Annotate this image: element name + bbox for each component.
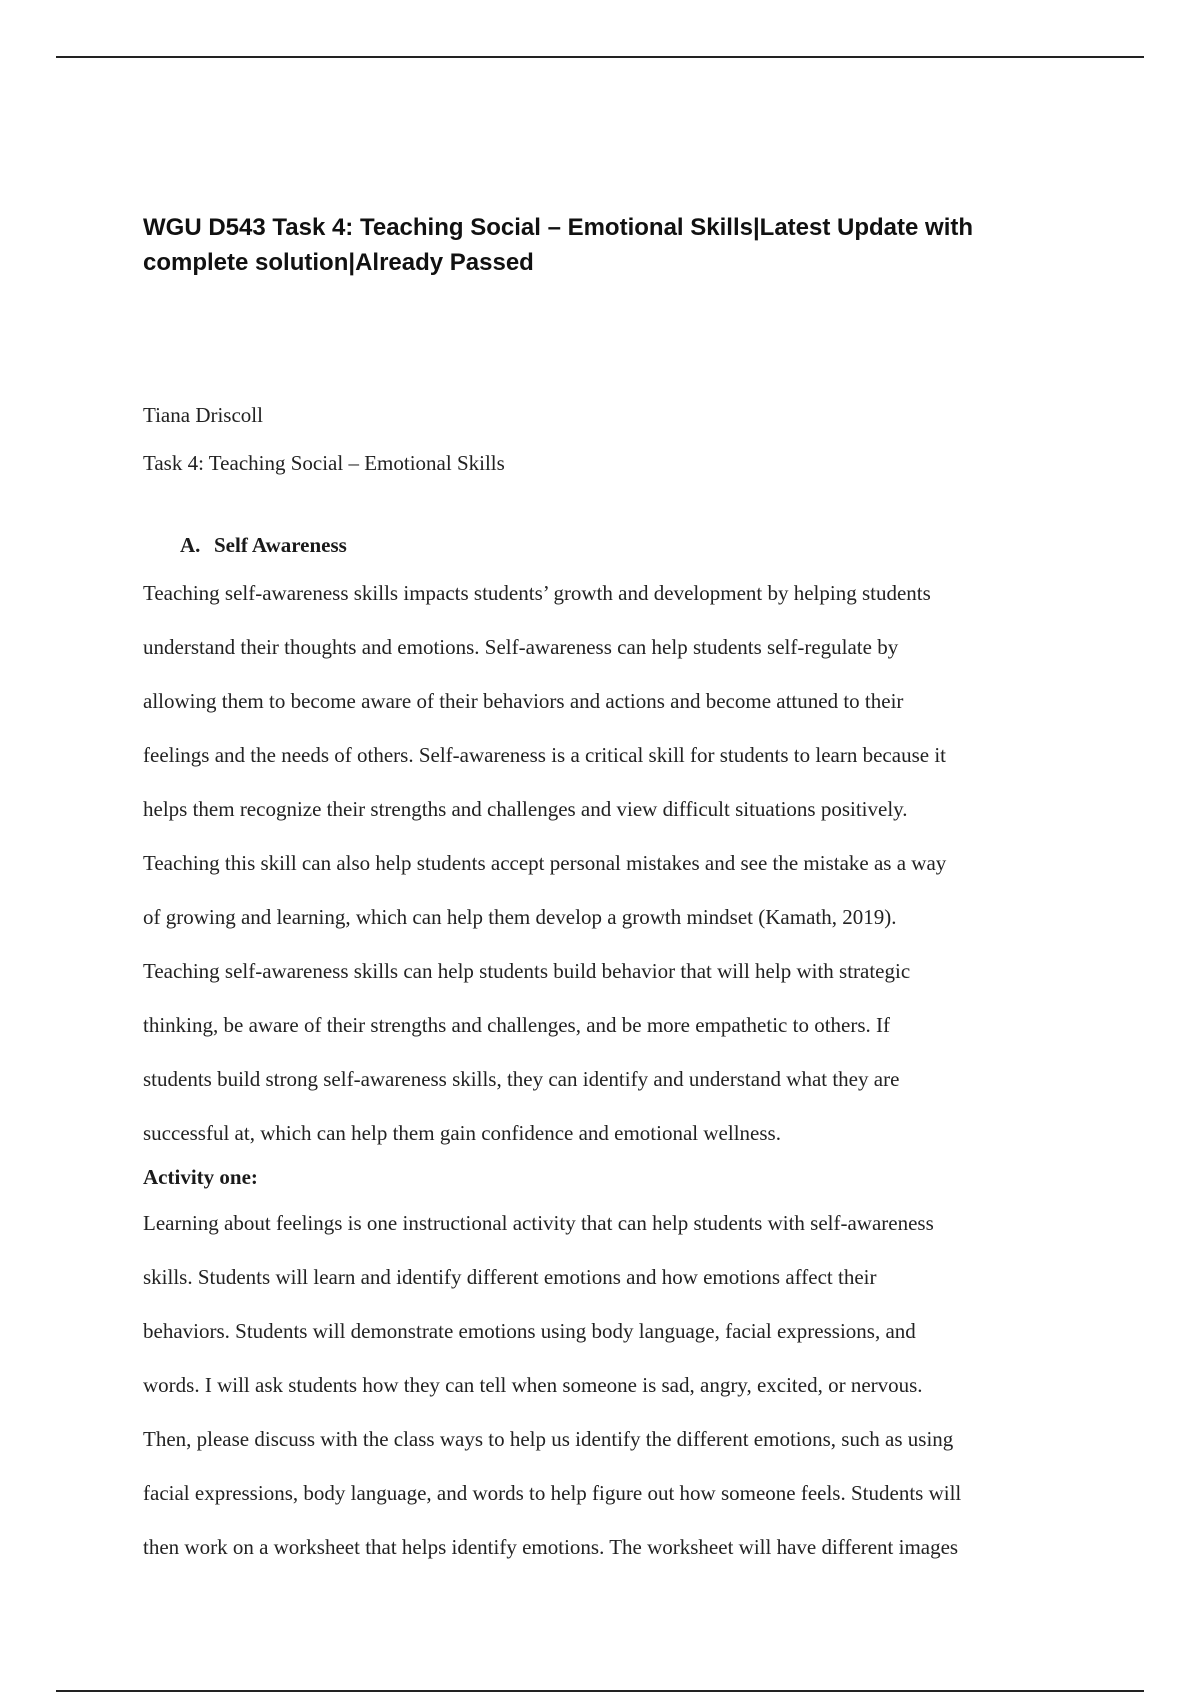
title-line: complete solution|Already Passed xyxy=(143,249,534,276)
paragraph-line: allowing them to become aware of their behaviors and actions and become attuned to their xyxy=(143,689,904,713)
paragraph-line: Learning about feelings is one instructional activity that can help students with self-awareness xyxy=(143,1211,934,1235)
section-a-heading xyxy=(180,532,1073,558)
section-heading-text: Self Awareness xyxy=(214,533,347,557)
paragraph-line: helps them recognize their strengths and challenges and view difficult situations positively. xyxy=(143,797,908,821)
top-rule xyxy=(56,56,1144,58)
paragraph-line: students build strong self-awareness skills, they can identify and understand what they are xyxy=(143,1067,900,1091)
bottom-rule xyxy=(56,1690,1144,1692)
activity-one-paragraph xyxy=(143,1196,1073,1574)
paragraph-line: then work on a worksheet that helps identify emotions. The worksheet will have different images xyxy=(143,1535,959,1559)
paragraph-line: understand their thoughts and emotions. Self-awareness can help students self-regulate by xyxy=(143,635,899,659)
activity-one-heading: Activity one: xyxy=(143,1165,258,1189)
paragraph-line: Teaching this skill can also help students accept personal mistakes and see the mistake as a way xyxy=(143,851,947,875)
paragraph-line: skills. Students will learn and identify different emotions and how emotions affect their xyxy=(143,1265,877,1289)
self-awareness-paragraph xyxy=(143,566,1073,1160)
paragraph-line: facial expressions, body language, and words to help figure out how someone feels. Students will xyxy=(143,1481,962,1505)
paragraph-line: Teaching self-awareness skills impacts students’ growth and development by helping students xyxy=(143,581,931,605)
document-title xyxy=(143,210,1073,280)
task-title: Task 4: Teaching Social – Emotional Skills xyxy=(143,451,505,475)
paragraph-line: successful at, which can help them gain confidence and emotional wellness. xyxy=(143,1121,781,1145)
title-line: WGU D543 Task 4: Teaching Social – Emotional Skills|Latest Update with xyxy=(143,214,974,241)
paragraph-line: feelings and the needs of others. Self-awareness is a critical skill for students to learn because it xyxy=(143,743,946,767)
paragraph-line: of growing and learning, which can help them develop a growth mindset (Kamath, 2019). xyxy=(143,905,897,929)
paragraph-line: words. I will ask students how they can tell when someone is sad, angry, excited, or nervous. xyxy=(143,1373,923,1397)
document-body xyxy=(143,210,1073,1574)
paragraph-line: Teaching self-awareness skills can help students build behavior that will help with strategic xyxy=(143,959,911,983)
paragraph-line: behaviors. Students will demonstrate emotions using body language, facial expressions, and xyxy=(143,1319,916,1343)
author-name: Tiana Driscoll xyxy=(143,403,263,427)
paragraph-line: Then, please discuss with the class ways to help us identify the different emotions, such as using xyxy=(143,1427,954,1451)
paragraph-line: thinking, be aware of their strengths and challenges, and be more empathetic to others. If xyxy=(143,1013,890,1037)
section-marker: A. xyxy=(180,533,201,557)
